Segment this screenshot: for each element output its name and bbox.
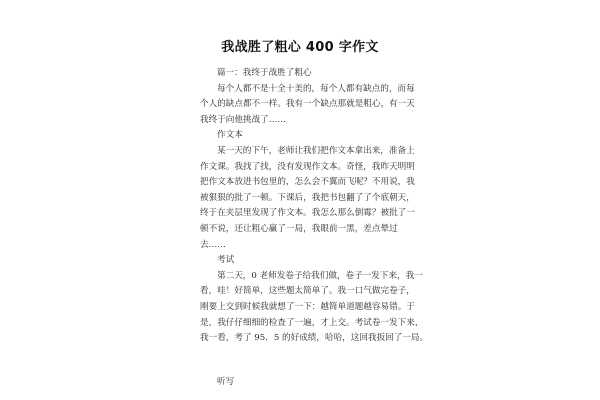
section-heading-dictation: 听写 — [217, 376, 235, 387]
text-line: 是，我仔仔细细的检查了一遍，才上交。考试卷一发下来， — [200, 317, 424, 328]
text-line: 每个人都不是十全十美的，每个人都有缺点的，而每 — [217, 83, 415, 94]
text-line: 终于在夹层里发现了作文本。我怎么那么倒霉？被批了一 — [200, 208, 415, 219]
paragraph-lines — [200, 66, 429, 347]
text-line: 作文课。我找了找，没有发现作文本。奇怪，我昨天明明 — [200, 161, 415, 172]
text-line: 考试 — [217, 255, 235, 266]
text-line: 某一天的下午，老师让我们把作文本拿出来，准备上 — [217, 145, 415, 156]
text-line: 我一看，考了 95．5 的好成绩，哈哈，这回我扳回了一局。 — [200, 333, 429, 344]
text-line: 个人的缺点都不一样。我有一个缺点那就是粗心，有一天 — [200, 99, 415, 110]
text-line: 作文本 — [217, 130, 243, 141]
section-gap — [200, 347, 400, 375]
text-line: 去…… — [200, 239, 226, 250]
text-line: 第二天，0 老师发卷子给我们做，卷子一发下来，我一 — [217, 270, 423, 281]
text-line: 顿不说，还让粗心赢了一局，我眼前一黑，差点晕过 — [200, 223, 398, 234]
text-line: 看，哇！好简单，这些题太简单了。我一口气做完卷子， — [200, 286, 415, 297]
text-line: 把作文本放进书包里的，怎么会不翼而飞呢？不用说，我 — [200, 177, 415, 188]
document-title: 我战胜了粗心 400 字作文 — [221, 40, 379, 55]
text-line: 被狠狠的批了一顿。下课后，我把书包翻了了个底朝天， — [200, 192, 415, 203]
text-line: 刚要上交到时候我就想了一下：越简单道题越容易错。于 — [200, 301, 415, 312]
text-line: 篇一：我终于战胜了粗心 — [217, 68, 312, 78]
text-line: 我终于向他挑战了…… — [200, 114, 286, 125]
document-body — [200, 66, 429, 390]
